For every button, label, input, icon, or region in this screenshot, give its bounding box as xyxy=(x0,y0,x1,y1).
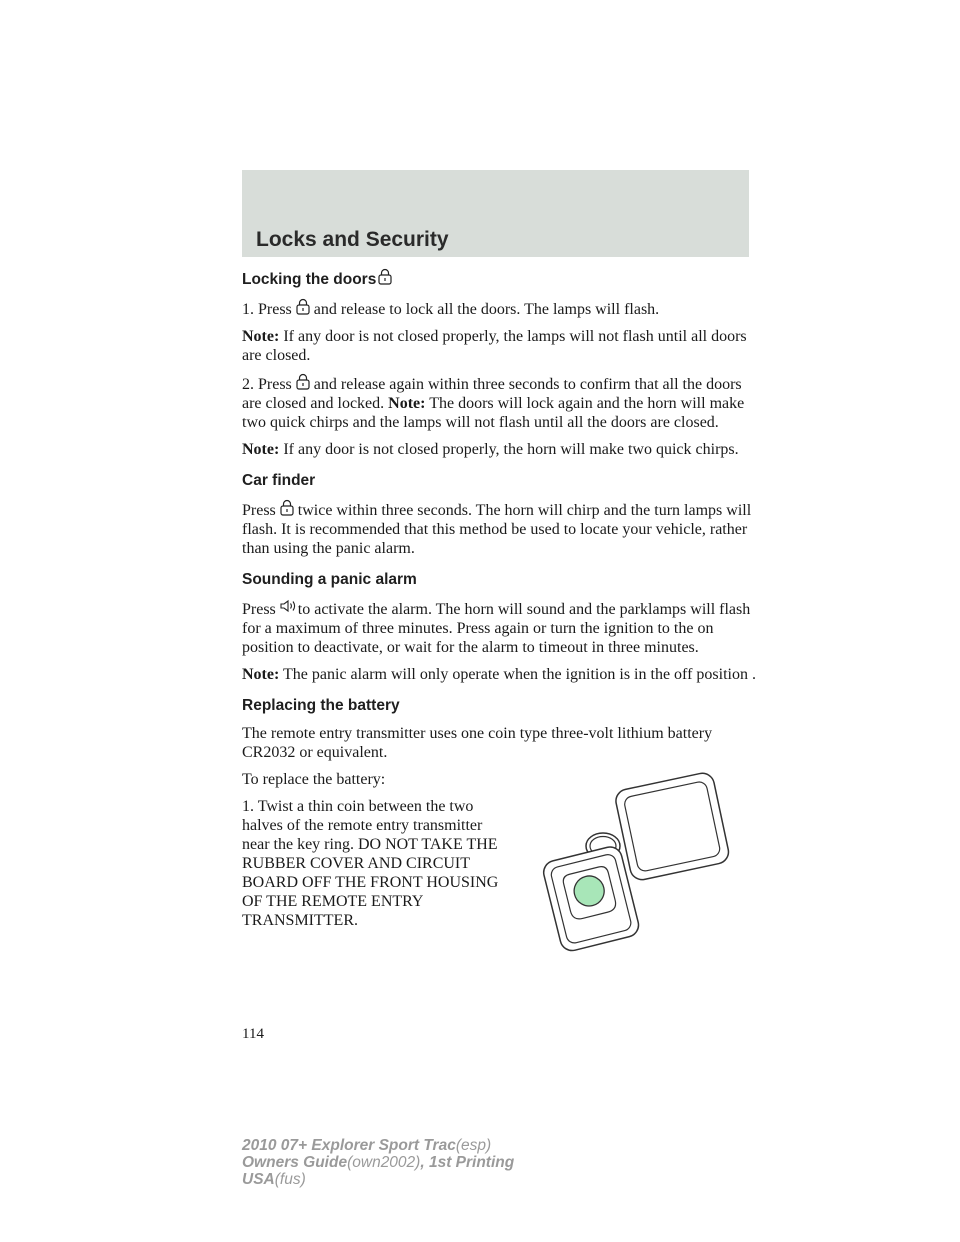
locking-note-2: Note: If any door is not closed properly, the horn will make two quick chirps. xyxy=(242,441,739,458)
horn-icon xyxy=(278,598,296,615)
heading-car-finder: Car finder xyxy=(242,472,316,489)
section-header-band xyxy=(242,170,749,257)
locking-step-1: 1. Press and release to lock all the doors. The lamps will flash. xyxy=(242,298,762,319)
lock-icon xyxy=(278,499,296,516)
footer-line-1: 2010 07+ Explorer Sport Trac(esp) xyxy=(242,1137,492,1154)
lock-icon xyxy=(294,373,312,390)
panic-section xyxy=(242,571,762,684)
footer xyxy=(242,1137,514,1188)
battery-step-1: 1. Twist a thin coin between the two halves of the remote entry transmitter near the key ring. DO NOT TAKE THE RUBBER COVER AND CIRCUIT BOARD OFF THE FRONT HOUSING OF THE REMOTE ENTRY TRANSMITTER. xyxy=(242,798,499,929)
heading-locking: Locking the doors xyxy=(242,268,762,289)
footer-line-2: Owners Guide(own2002), 1st Printing xyxy=(242,1154,515,1171)
panic-text: Press to activate the alarm. The horn will sound and the parklamps will flash for a maximum of three minutes. Press again or turn the ignition to the on position to deactivate, or wait for the alarm to timeout in three minutes. xyxy=(242,598,762,657)
battery-to-replace: To replace the battery: xyxy=(242,771,386,788)
key-fob-illustration xyxy=(541,759,741,959)
page-number: 114 xyxy=(242,1026,264,1042)
battery-intro: The remote entry transmitter uses one coin type three-volt lithium battery CR2032 or equivalent. xyxy=(242,725,713,761)
section-title: Locks and Security xyxy=(256,228,449,251)
heading-panic-alarm: Sounding a panic alarm xyxy=(242,571,417,588)
footer-line-3: USA(fus) xyxy=(242,1171,306,1188)
locking-step-2: 2. Press and release again within three seconds to confirm that all the doors are closed and locked. Note: The doors will lock again and the horn will make two quick chirps and the lamps will not flash until all the doors are closed. xyxy=(242,373,762,432)
lock-icon xyxy=(294,298,312,315)
panic-note: Note: The panic alarm will only operate when the ignition is in the off position . xyxy=(242,666,756,683)
car-finder-section xyxy=(242,472,762,558)
locking-note-1: Note: If any door is not closed properly, the lamps will not flash until all doors are closed. xyxy=(242,328,747,364)
car-finder-text: Press twice within three seconds. The horn will chirp and the turn lamps will flash. It is recommended that this method be used to locate your vehicle, rather than using the panic alarm. xyxy=(242,499,762,558)
lock-icon xyxy=(378,268,396,285)
heading-replacing-battery: Replacing the battery xyxy=(242,697,400,714)
